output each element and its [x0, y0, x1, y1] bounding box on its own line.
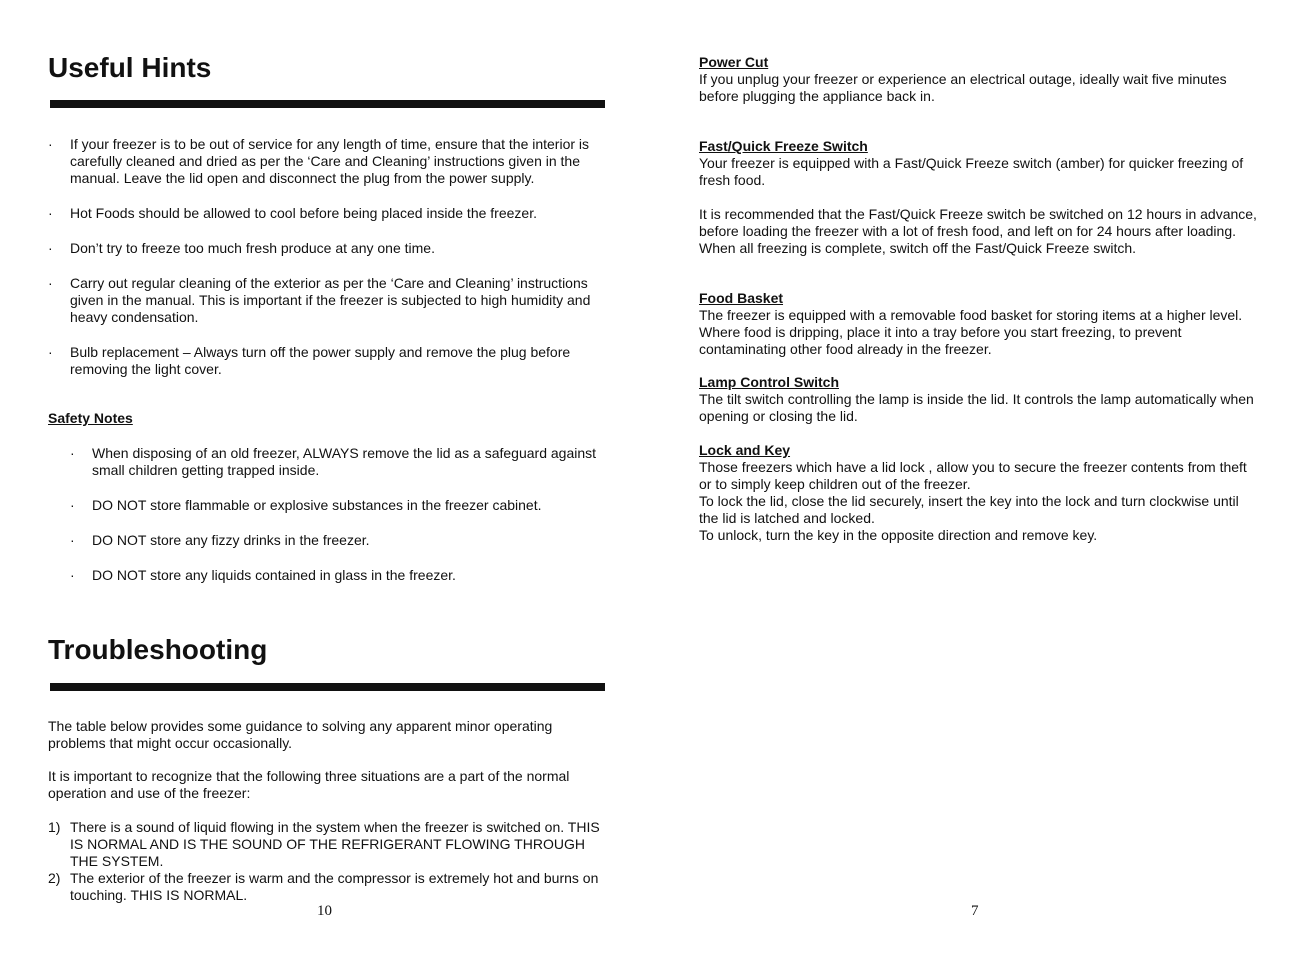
section-paragraph: It is recommended that the Fast/Quick Freeze switch be switched on 12 hours in advance, before loading the freezer with a lot of fresh food, and left on for 24 hours after loading. When all freezing is complete, switch off the Fast/Quick Freeze switch. [699, 206, 1257, 256]
section-fast-quick-freeze [699, 138, 1259, 257]
section-lamp-control [699, 374, 1259, 425]
bullet-icon: · [70, 532, 75, 548]
list-item: · Hot Foods should be allowed to cool before being placed inside the freezer. [48, 205, 537, 221]
left-page [48, 0, 608, 954]
list-item: · When disposing of an old freezer, ALWAYS remove the lid as a safeguard against small children getting trapped inside. [70, 445, 597, 478]
list-item: 2) The exterior of the freezer is warm and the compressor is extremely hot and burns on touching. THIS IS NORMAL. [48, 870, 599, 903]
section-power-cut [699, 54, 1259, 105]
section-paragraph: If you unplug your freezer or experience an electrical outage, ideally wait five minutes before plugging the appliance back in. [699, 71, 1227, 104]
section-paragraph: The freezer is equipped with a removable food basket for storing items at a higher level. Where food is dripping, place it into a tray before you start freezing, to prevent contaminating other food already in the freezer. [699, 307, 1243, 357]
page-number: 7 [971, 903, 979, 919]
bullet-icon: · [48, 205, 53, 221]
list-item: · DO NOT store any fizzy drinks in the freezer. [70, 532, 370, 548]
bullet-icon: · [48, 275, 53, 291]
safety-notes-list [70, 445, 608, 584]
section-food-basket [699, 290, 1259, 358]
section-heading: Power Cut [699, 54, 769, 70]
list-item: · Don’t try to freeze too much fresh produce at any one time. [48, 240, 435, 256]
page-number: 10 [317, 903, 332, 919]
section-heading: Fast/Quick Freeze Switch [699, 138, 868, 154]
bullet-icon: · [48, 344, 53, 360]
section-heading: Food Basket [699, 290, 784, 306]
section-paragraph: Your freezer is equipped with a Fast/Quick Freeze switch (amber) for quicker freezing of fresh food. [699, 155, 1244, 188]
list-item: · Bulb replacement – Always turn off the power supply and remove the plug before removing the light cover. [48, 344, 571, 377]
right-page [699, 0, 1259, 954]
section-paragraph: Those freezers which have a lid lock , allow you to secure the freezer contents from theft or to simply keep children out of the freezer. [699, 459, 1247, 492]
bullet-icon: · [48, 136, 53, 152]
list-item: · DO NOT store any liquids contained in glass in the freezer. [70, 567, 456, 583]
section-paragraph: The tilt switch controlling the lamp is inside the lid. It controls the lamp automatically when opening or closing the lid. [699, 391, 1254, 424]
useful-hints-title: Useful Hints [48, 52, 212, 83]
title-rule [50, 100, 605, 108]
troubleshooting-intro: The table below provides some guidance to solving any apparent minor operating problems that might occur occasionally. [48, 718, 553, 751]
bullet-icon: · [70, 567, 75, 583]
situations-list [48, 819, 608, 904]
hints-list [48, 136, 608, 378]
bullet-icon: · [70, 497, 75, 513]
list-item: · DO NOT store flammable or explosive substances in the freezer cabinet. [70, 497, 542, 513]
safety-notes-heading: Safety Notes [48, 410, 133, 426]
section-paragraph: To lock the lid, close the lid securely, insert the key into the lock and turn clockwise until the lid is latched and locked. [699, 493, 1239, 526]
troubleshooting-title: Troubleshooting [48, 634, 268, 665]
bullet-icon: · [70, 445, 75, 461]
list-item: · If your freezer is to be out of service for any length of time, ensure that the interior is carefully cleaned and dried as per the ‘Care and Cleaning’ instructions given in the manual. Leave the lid open and disconnect the plug from the power supply. [48, 136, 590, 186]
section-heading: Lock and Key [699, 442, 791, 458]
normal-situations-intro: It is important to recognize that the following three situations are a part of the normal operation and use of the freezer: [48, 768, 570, 801]
section-heading: Lamp Control Switch [699, 374, 839, 390]
list-item: 1) There is a sound of liquid flowing in the system when the freezer is switched on. THIS IS NORMAL AND IS THE SOUND OF THE REFRIGERANT FLOWING THROUGH THE SYSTEM. [48, 819, 600, 869]
section-paragraph: To unlock, turn the key in the opposite direction and remove key. [699, 527, 1098, 543]
title-rule [50, 683, 605, 691]
section-lock-and-key [699, 442, 1259, 544]
list-item: · Carry out regular cleaning of the exterior as per the ‘Care and Cleaning’ instructions given in the manual. This is important if the freezer is subjected to high humidity and heavy condensation. [48, 275, 591, 325]
bullet-icon: · [48, 240, 53, 256]
